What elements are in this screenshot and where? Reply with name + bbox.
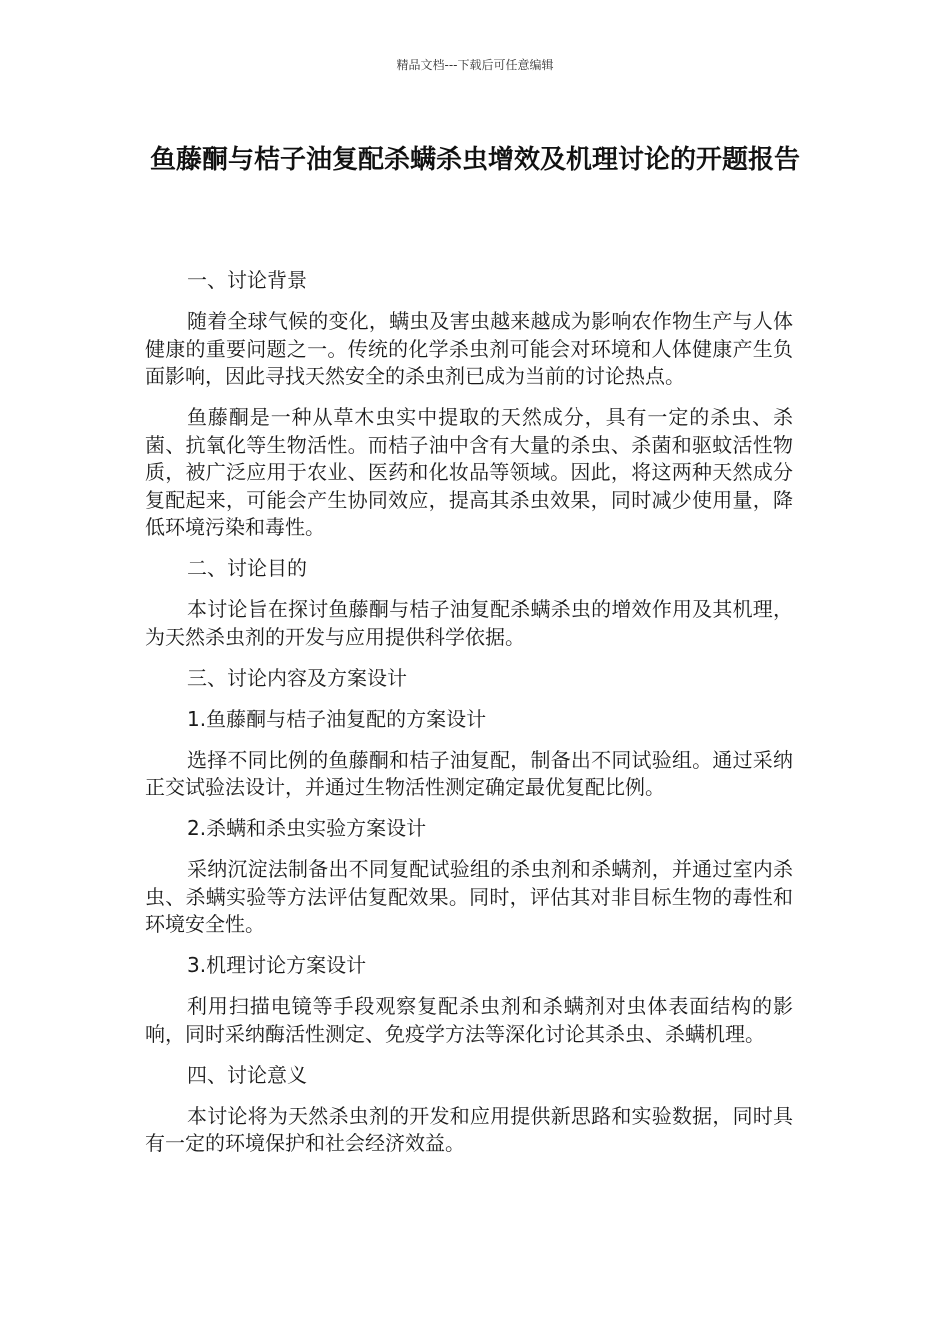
document-title: 鱼藤酮与桔子油复配杀螨杀虫增效及机理讨论的开题报告 [149,145,800,175]
paragraph-mechanism-design: 利用扫描电镜等手段观察复配杀虫剂和杀螨剂对虫体表面结构的影响，同时采纳酶活性测定、免疫学方法等深化讨论其杀虫、杀螨机理。 [145,994,793,1046]
section-heading-content: 三、讨论内容及方案设计 [187,665,407,690]
paragraph-compound-design: 选择不同比例的鱼藤酮和桔子油复配，制备出不同试验组。通过采纳正交试验法设计，并通过生物活性测定确定最优复配比例。 [145,747,793,799]
section-heading-significance: 四、讨论意义 [187,1062,307,1087]
document-body [145,267,793,1171]
subheading-compound-design: 1.鱼藤酮与桔子油复配的方案设计 [187,706,487,731]
paragraph-background-2: 鱼藤酮是一种从草木虫实中提取的天然成分，具有一定的杀虫、杀菌、抗氧化等生物活性。而桔子油中含有大量的杀虫、杀菌和驱蚊活性物质，被广泛应用于农业、医药和化妆品等领域。因此，将这两种天然成分复配起来，可能会产生协同效应，提高其杀虫效果，同时减少使用量，降低环境污染和毒性。 [145,405,793,539]
section-heading-purpose: 二、讨论目的 [187,556,307,580]
subheading-experiment-design: 2.杀螨和杀虫实验方案设计 [187,816,427,840]
paragraph-background-1: 随着全球气候的变化，螨虫及害虫越来越成为影响农作物生产与人体健康的重要问题之一。传统的化学杀虫剂可能会对环境和人体健康产生负面影响，因此寻找天然安全的杀虫剂已成为当前的讨论热点。 [145,309,793,388]
paragraph-purpose: 本讨论旨在探讨鱼藤酮与桔子油复配杀螨杀虫的增效作用及其机理，为天然杀虫剂的开发与应用提供科学依据。 [145,597,793,649]
paragraph-experiment-design: 采纳沉淀法制备出不同复配试验组的杀虫剂和杀螨剂，并通过室内杀虫、杀螨实验等方法评估复配效果。同时，评估其对非目标生物的毒性和环境安全性。 [145,857,793,936]
page-header: 精品文档---下载后可任意编辑 [396,58,554,72]
subheading-mechanism-design: 3.机理讨论方案设计 [187,953,367,977]
section-heading-background: 一、讨论背景 [187,268,307,292]
paragraph-significance: 本讨论将为天然杀虫剂的开发和应用提供新思路和实验数据，同时具有一定的环境保护和社会经济效益。 [145,1103,793,1155]
